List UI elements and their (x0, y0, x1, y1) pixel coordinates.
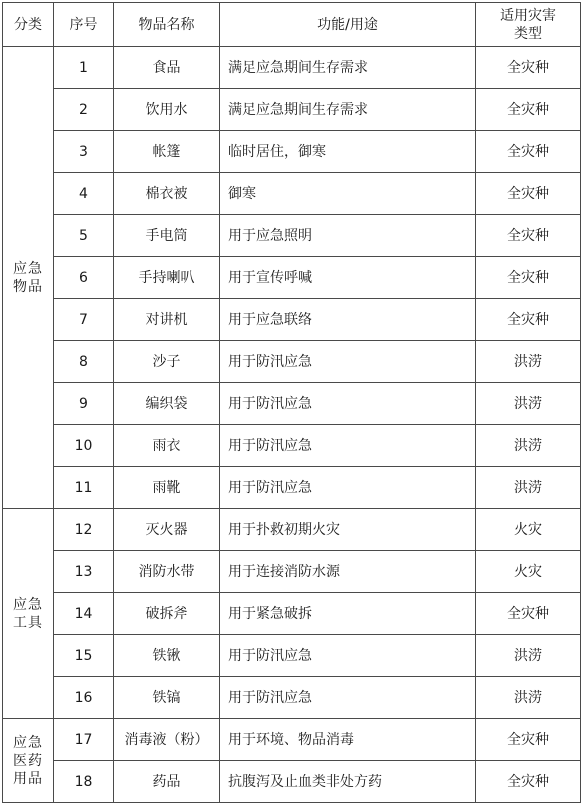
table-row (3, 299, 581, 341)
item-name-cell: 消毒液（粉） (114, 719, 220, 761)
category-line: 应急 (13, 260, 43, 277)
disaster-type-cell: 洪涝 (476, 677, 581, 719)
item-name-cell: 帐篷 (114, 131, 220, 173)
table-row (3, 677, 581, 719)
category-line: 应急 (13, 596, 43, 613)
table-row (3, 131, 581, 173)
item-name-cell: 手电筒 (114, 215, 220, 257)
disaster-type-cell: 全灾种 (476, 593, 581, 635)
category-line: 应急 (13, 734, 43, 751)
item-name-cell: 药品 (114, 761, 220, 803)
item-name-cell: 沙子 (114, 341, 220, 383)
disaster-type-cell: 洪涝 (476, 425, 581, 467)
index-cell: 8 (54, 341, 114, 383)
table-row (3, 425, 581, 467)
index-cell: 16 (54, 677, 114, 719)
table-row (3, 47, 581, 89)
function-cell: 用于宣传呼喊 (220, 257, 476, 299)
table-row (3, 509, 581, 551)
function-cell: 御寒 (220, 173, 476, 215)
index-cell: 18 (54, 761, 114, 803)
index-cell: 13 (54, 551, 114, 593)
item-name-cell: 食品 (114, 47, 220, 89)
header-disaster-line-2: 类型 (514, 25, 542, 42)
category-line: 医药 (13, 752, 43, 769)
function-cell: 用于扑救初期火灾 (220, 509, 476, 551)
item-name-cell: 雨靴 (114, 467, 220, 509)
disaster-type-cell: 全灾种 (476, 299, 581, 341)
index-cell: 6 (54, 257, 114, 299)
disaster-type-cell: 火灾 (476, 509, 581, 551)
category-cell (3, 47, 54, 509)
item-name-cell: 雨衣 (114, 425, 220, 467)
table-row (3, 761, 581, 803)
item-name-cell: 编织袋 (114, 383, 220, 425)
index-cell: 3 (54, 131, 114, 173)
index-cell: 11 (54, 467, 114, 509)
item-name-cell: 铁镐 (114, 677, 220, 719)
function-cell: 抗腹泻及止血类非处方药 (220, 761, 476, 803)
disaster-type-cell: 全灾种 (476, 257, 581, 299)
table-row (3, 173, 581, 215)
disaster-type-cell: 全灾种 (476, 761, 581, 803)
function-cell: 用于紧急破拆 (220, 593, 476, 635)
header-disaster-type (476, 3, 581, 47)
disaster-type-cell: 洪涝 (476, 635, 581, 677)
disaster-type-cell: 洪涝 (476, 467, 581, 509)
disaster-type-cell: 洪涝 (476, 383, 581, 425)
header-function: 功能/用途 (220, 3, 476, 47)
disaster-type-cell: 全灾种 (476, 215, 581, 257)
index-cell: 14 (54, 593, 114, 635)
category-line: 用品 (13, 770, 43, 787)
header-row (3, 3, 581, 47)
table-row (3, 383, 581, 425)
function-cell: 用于连接消防水源 (220, 551, 476, 593)
item-name-cell: 消防水带 (114, 551, 220, 593)
function-cell: 用于防汛应急 (220, 635, 476, 677)
category-line: 物品 (13, 278, 43, 295)
header-name: 物品名称 (114, 3, 220, 47)
function-cell: 用于防汛应急 (220, 677, 476, 719)
disaster-type-cell: 全灾种 (476, 131, 581, 173)
item-name-cell: 对讲机 (114, 299, 220, 341)
function-cell: 用于应急照明 (220, 215, 476, 257)
disaster-type-cell: 全灾种 (476, 719, 581, 761)
function-cell: 用于防汛应急 (220, 467, 476, 509)
disaster-type-cell: 全灾种 (476, 47, 581, 89)
table-body (3, 47, 581, 803)
function-cell: 满足应急期间生存需求 (220, 89, 476, 131)
function-cell: 满足应急期间生存需求 (220, 47, 476, 89)
index-cell: 5 (54, 215, 114, 257)
function-cell: 用于防汛应急 (220, 383, 476, 425)
category-cell (3, 719, 54, 803)
disaster-type-cell: 全灾种 (476, 173, 581, 215)
function-cell: 用于应急联络 (220, 299, 476, 341)
index-cell: 10 (54, 425, 114, 467)
table-row (3, 719, 581, 761)
index-cell: 1 (54, 47, 114, 89)
function-cell: 用于环境、物品消毒 (220, 719, 476, 761)
item-name-cell: 铁锹 (114, 635, 220, 677)
function-cell: 临时居住，御寒 (220, 131, 476, 173)
table-row (3, 215, 581, 257)
disaster-type-cell: 洪涝 (476, 341, 581, 383)
item-name-cell: 饮用水 (114, 89, 220, 131)
index-cell: 12 (54, 509, 114, 551)
index-cell: 4 (54, 173, 114, 215)
table-header (3, 3, 581, 47)
table-row (3, 341, 581, 383)
index-cell: 15 (54, 635, 114, 677)
table-row (3, 635, 581, 677)
header-index: 序号 (54, 3, 114, 47)
disaster-type-cell: 全灾种 (476, 89, 581, 131)
item-name-cell: 灭火器 (114, 509, 220, 551)
category-line: 工具 (13, 614, 43, 631)
table-row (3, 593, 581, 635)
table-row (3, 551, 581, 593)
header-category: 分类 (3, 3, 54, 47)
disaster-type-cell: 火灾 (476, 551, 581, 593)
item-name-cell: 手持喇叭 (114, 257, 220, 299)
item-name-cell: 棉衣被 (114, 173, 220, 215)
table-row (3, 467, 581, 509)
supplies-table (2, 2, 581, 803)
header-disaster-line-1: 适用灾害 (500, 7, 556, 24)
index-cell: 17 (54, 719, 114, 761)
table-row (3, 89, 581, 131)
index-cell: 9 (54, 383, 114, 425)
item-name-cell: 破拆斧 (114, 593, 220, 635)
function-cell: 用于防汛应急 (220, 341, 476, 383)
function-cell: 用于防汛应急 (220, 425, 476, 467)
table-row (3, 257, 581, 299)
category-cell (3, 509, 54, 719)
index-cell: 7 (54, 299, 114, 341)
index-cell: 2 (54, 89, 114, 131)
